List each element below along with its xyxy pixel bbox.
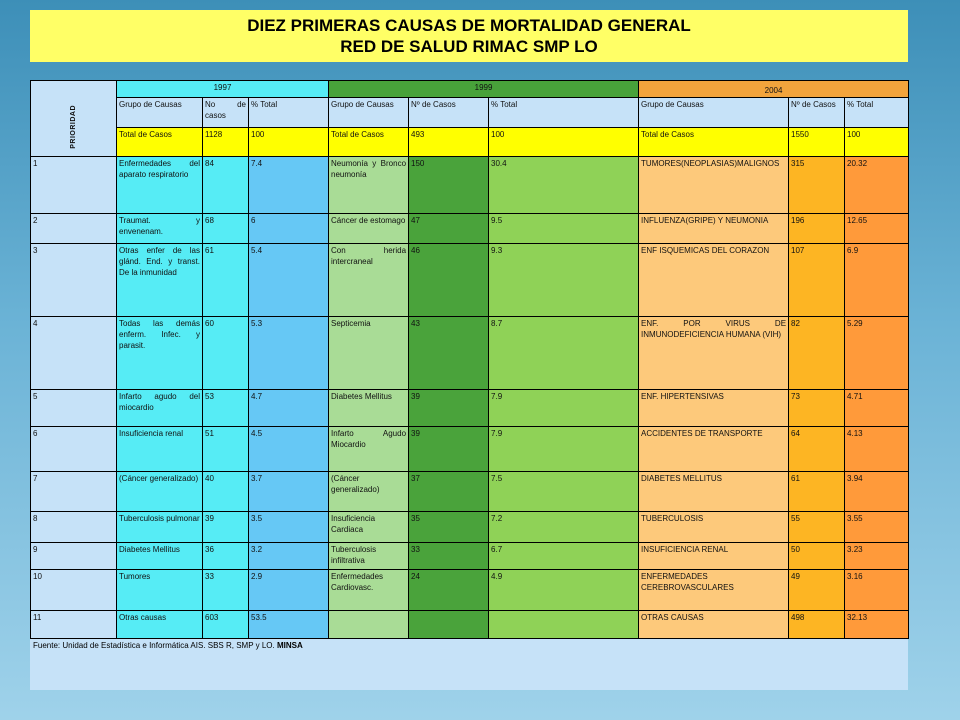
cell-t04: 3.94 [845,472,909,512]
cell-c99: Con herida intercraneal [329,244,409,317]
cell-n97: 53 [203,390,249,427]
cell-t97: 7.4 [249,157,329,214]
cell-t97: 53.5 [249,611,329,639]
table-row [31,390,909,427]
cell-t97: 2.9 [249,570,329,611]
total-1999-pct: 100 [489,128,639,157]
cell-c97: Tumores [117,570,203,611]
cell-n97: 84 [203,157,249,214]
cell-t04: 5.29 [845,317,909,390]
cell-c97: Insuficiencia renal [117,427,203,472]
year-1999-header: 1999 [329,81,639,98]
cell-t97: 4.7 [249,390,329,427]
cell-n97: 36 [203,543,249,570]
cell-t04: 4.13 [845,427,909,472]
cell-c97: Infarto agudo del miocardio [117,390,203,427]
cell-n04: 55 [789,512,845,543]
total-1997-pct: 100 [249,128,329,157]
cell-c99: Neumonía y Bronco neumonía [329,157,409,214]
cell-t97: 5.4 [249,244,329,317]
cell-t99: 9.5 [489,214,639,244]
cell-c04: ENF ISQUEMICAS DEL CORAZON [639,244,789,317]
cell-c04: INFLUENZA(GRIPE) Y NEUMONIA [639,214,789,244]
cell-p: 8 [31,512,117,543]
cell-c97: Todas las demás enferm. Infec. y parasit. [117,317,203,390]
mortality-table [30,80,909,639]
total-1999-label: Total de Casos [329,128,409,157]
priority-header: PRIORIDAD [31,81,117,157]
cell-t99: 7.5 [489,472,639,512]
cell-c04: DIABETES MELLITUS [639,472,789,512]
cell-t97: 3.7 [249,472,329,512]
table-row [31,214,909,244]
cell-t04: 3.16 [845,570,909,611]
cell-t99: 7.9 [489,427,639,472]
cell-n04: 196 [789,214,845,244]
cell-n99: 24 [409,570,489,611]
source-bold: MINSA [276,641,303,650]
cell-c04: INSUFICIENCIA RENAL [639,543,789,570]
cell-n04: 73 [789,390,845,427]
cell-c99: Cáncer de estomago [329,214,409,244]
total-2004-cases: 1550 [789,128,845,157]
cell-t99: 7.2 [489,512,639,543]
cell-c04: ACCIDENTES DE TRANSPORTE [639,427,789,472]
table-row [31,157,909,214]
total-1997-cases: 1128 [203,128,249,157]
table-row [31,317,909,390]
cell-n99: 37 [409,472,489,512]
slide-title [30,10,908,62]
cell-n97: 39 [203,512,249,543]
cell-c04: TUBERCULOSIS [639,512,789,543]
total-1997-label: Total de Casos [117,128,203,157]
cell-n99: 33 [409,543,489,570]
total-1999-cases: 493 [409,128,489,157]
cell-n99: 39 [409,390,489,427]
cell-c04: ENFERMEDADES CEREBROVASCULARES [639,570,789,611]
cell-t97: 3.2 [249,543,329,570]
cell-c97: Diabetes Mellitus [117,543,203,570]
cell-n04: 49 [789,570,845,611]
cell-c97: Tuberculosis pulmonar [117,512,203,543]
cell-n04: 498 [789,611,845,639]
cell-n04: 82 [789,317,845,390]
cell-c99 [329,611,409,639]
cell-t04: 3.55 [845,512,909,543]
cell-n97: 68 [203,214,249,244]
cell-p: 11 [31,611,117,639]
cell-t04: 4.71 [845,390,909,427]
title-line-1: DIEZ PRIMERAS CAUSAS DE MORTALIDAD GENERAL [247,16,691,35]
cell-p: 3 [31,244,117,317]
cell-c04: ENF. POR VIRUS DE INMUNODEFICIENCIA HUMANA (VIH) [639,317,789,390]
cell-c97: Otras causas [117,611,203,639]
table-row [31,427,909,472]
cell-n04: 61 [789,472,845,512]
col-header-2004-pct: % Total [845,98,909,128]
cell-n97: 33 [203,570,249,611]
cell-n97: 51 [203,427,249,472]
cell-n99: 47 [409,214,489,244]
col-header-1999-causes: Grupo de Causas [329,98,409,128]
cell-c99: Tuberculosis infiltrativa [329,543,409,570]
cell-c97: (Cáncer generalizado) [117,472,203,512]
col-header-1997-pct: % Total [249,98,329,128]
cell-c04: OTRAS CAUSAS [639,611,789,639]
cell-c99: Insuficiencia Cardiaca [329,512,409,543]
cell-c99: Infarto Agudo Miocardio [329,427,409,472]
cell-t99: 6.7 [489,543,639,570]
cell-n04: 64 [789,427,845,472]
cell-n97: 603 [203,611,249,639]
cell-c97: Traumat. y envenenam. [117,214,203,244]
cell-t99: 9.3 [489,244,639,317]
cell-n04: 50 [789,543,845,570]
cell-p: 5 [31,390,117,427]
cell-n99: 35 [409,512,489,543]
cell-c99: Diabetes Mellitus [329,390,409,427]
table-row [31,543,909,570]
cell-t04: 3.23 [845,543,909,570]
cell-t99: 30.4 [489,157,639,214]
cell-p: 7 [31,472,117,512]
table-row [31,570,909,611]
cell-t99: 7.9 [489,390,639,427]
cell-t99: 8.7 [489,317,639,390]
total-2004-pct: 100 [845,128,909,157]
table-row [31,512,909,543]
cell-t97: 6 [249,214,329,244]
cell-t04: 20.32 [845,157,909,214]
cell-t04: 12.65 [845,214,909,244]
col-header-1997-cases: No de casos [203,98,249,128]
cell-t04: 6.9 [845,244,909,317]
table-row [31,611,909,639]
cell-n99: 43 [409,317,489,390]
cell-n99: 39 [409,427,489,472]
table-row [31,244,909,317]
col-header-1999-pct: % Total [489,98,639,128]
table-row [31,472,909,512]
cell-p: 2 [31,214,117,244]
col-header-1999-cases: Nº de Casos [409,98,489,128]
cell-n99 [409,611,489,639]
cell-t97: 5.3 [249,317,329,390]
cell-n04: 315 [789,157,845,214]
cell-p: 10 [31,570,117,611]
cell-n04: 107 [789,244,845,317]
cell-c04: ENF. HIPERTENSIVAS [639,390,789,427]
col-header-2004-cases: Nº de Casos [789,98,845,128]
cell-n99: 46 [409,244,489,317]
cell-p: 9 [31,543,117,570]
source-text: Fuente: Unidad de Estadística e Informática AIS. SBS R, SMP y LO. [33,641,277,650]
cell-n99: 150 [409,157,489,214]
cell-c04: TUMORES(NEOPLASIAS)MALIGNOS [639,157,789,214]
cell-t99: 4.9 [489,570,639,611]
source-note [30,639,908,650]
cell-n97: 40 [203,472,249,512]
cell-p: 1 [31,157,117,214]
cell-c99: Enfermedades Cardiovasc. [329,570,409,611]
cell-t97: 3.5 [249,512,329,543]
year-2004-header: 2004 [639,81,909,98]
cell-t97: 4.5 [249,427,329,472]
cell-t99 [489,611,639,639]
cell-p: 6 [31,427,117,472]
cell-n97: 61 [203,244,249,317]
total-2004-label: Total de Casos [639,128,789,157]
cell-n97: 60 [203,317,249,390]
cell-c99: Septicemia [329,317,409,390]
cell-c97: Otras enfer de las glánd. End. y transt. De la inmunidad [117,244,203,317]
col-header-1997-causes: Grupo de Causas [117,98,203,128]
title-line-2: RED DE SALUD RIMAC SMP LO [340,37,598,56]
col-header-2004-causes: Grupo de Causas [639,98,789,128]
year-1997-header: 1997 [117,81,329,98]
cell-p: 4 [31,317,117,390]
mortality-table-container [30,80,908,690]
cell-c99: (Cáncer generalizado) [329,472,409,512]
cell-c97: Enfermedades del aparato respiratorio [117,157,203,214]
cell-t04: 32.13 [845,611,909,639]
